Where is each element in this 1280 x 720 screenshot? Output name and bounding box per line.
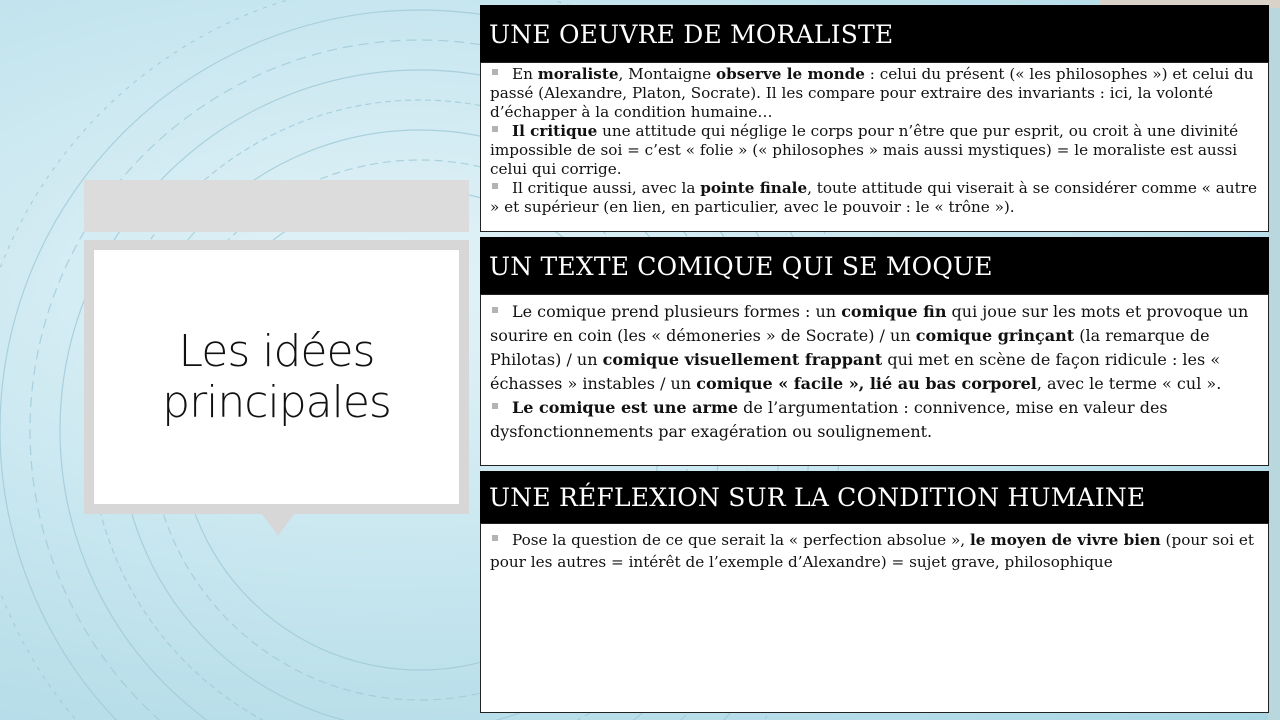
bullet-item bbox=[490, 179, 1260, 217]
text-run: Il critique aussi, avec la bbox=[512, 179, 701, 197]
decorative-bar bbox=[84, 180, 469, 232]
text-run: En bbox=[512, 65, 538, 83]
bold-text: comique fin bbox=[841, 302, 947, 321]
slide-title bbox=[162, 326, 391, 429]
section-body bbox=[480, 523, 1269, 713]
bold-text: observe le monde bbox=[715, 65, 865, 83]
bold-text: le moyen de vivre bien bbox=[969, 531, 1161, 549]
text-run: , Montaigne bbox=[618, 65, 716, 83]
bullet-item bbox=[490, 529, 1260, 573]
section-header: UN TEXTE COMIQUE QUI SE MOQUE bbox=[480, 237, 1269, 294]
bold-text: comique visuellement frappant bbox=[602, 350, 883, 369]
bold-text: comique « facile », lié au bas corporel bbox=[696, 374, 1037, 393]
text-run: une attitude qui néglige le corps pour n’être que pur esprit, ou croit à une divinité impossible de soi = c’est « folie » (« philosophes » mais aussi mystiques) = le moraliste est aussi celui qui corrige. bbox=[490, 122, 1239, 178]
bold-text: comique grinçant bbox=[915, 326, 1075, 345]
bullet-item bbox=[490, 65, 1260, 122]
section-body bbox=[480, 294, 1269, 466]
square-bullet-icon bbox=[492, 307, 498, 313]
bold-text: moraliste bbox=[537, 65, 619, 83]
bullet-item bbox=[490, 300, 1260, 396]
section-condition-humaine bbox=[480, 471, 1269, 713]
text-run: (la remarque de Philotas) / un bbox=[490, 326, 1210, 369]
section-moraliste bbox=[480, 5, 1269, 232]
callout-pointer bbox=[262, 514, 294, 536]
square-bullet-icon bbox=[492, 183, 498, 189]
section-body bbox=[480, 62, 1269, 232]
text-run: qui met en scène de façon ridicule : les « échasses » instables / un bbox=[490, 350, 1221, 393]
title-card bbox=[94, 250, 459, 504]
section-comique bbox=[480, 237, 1269, 466]
title-line-2: principales bbox=[162, 377, 391, 428]
text-run: (pour soi et pour les autres = intérêt de l’exemple d’Alexandre) = sujet grave, philosophique bbox=[490, 531, 1254, 571]
bold-text: Le comique est une arme bbox=[512, 398, 739, 417]
square-bullet-icon bbox=[492, 126, 498, 132]
text-run: Pose la question de ce que serait la « perfection absolue », bbox=[512, 531, 970, 549]
bold-text: Il critique bbox=[512, 122, 598, 140]
square-bullet-icon bbox=[492, 69, 498, 75]
section-header: UNE OEUVRE DE MORALISTE bbox=[480, 5, 1269, 62]
text-run: qui joue sur les mots et provoque un sourire en coin (les « démoneries » de Socrate) / un bbox=[490, 302, 1249, 345]
text-run: : celui du présent (« les philosophes ») et celui du passé (Alexandre, Platon, Socrate). Il les compare pour extraire des invariants : ici, la volonté d’échapper à la condition humaine… bbox=[490, 65, 1254, 121]
bullet-item bbox=[490, 396, 1260, 444]
bullet-item bbox=[490, 122, 1260, 179]
text-run: de l’argumentation : connivence, mise en valeur des dysfonctionnements par exagération ou soulignement. bbox=[490, 398, 1168, 441]
title-line-1: Les idées bbox=[178, 325, 375, 377]
text-run: , toute attitude qui viserait à se considérer comme « autre » et supérieur (en lien, en particulier, avec le pouvoir : le « trône »). bbox=[490, 179, 1257, 216]
square-bullet-icon bbox=[492, 535, 498, 541]
right-edge-strip bbox=[1268, 0, 1280, 720]
text-run: Le comique prend plusieurs formes : un bbox=[512, 302, 842, 321]
bold-text: pointe finale bbox=[700, 179, 808, 197]
square-bullet-icon bbox=[492, 403, 498, 409]
text-run: , avec le terme « cul ». bbox=[1036, 374, 1222, 393]
section-header: UNE RÉFLEXION SUR LA CONDITION HUMAINE bbox=[480, 471, 1269, 523]
